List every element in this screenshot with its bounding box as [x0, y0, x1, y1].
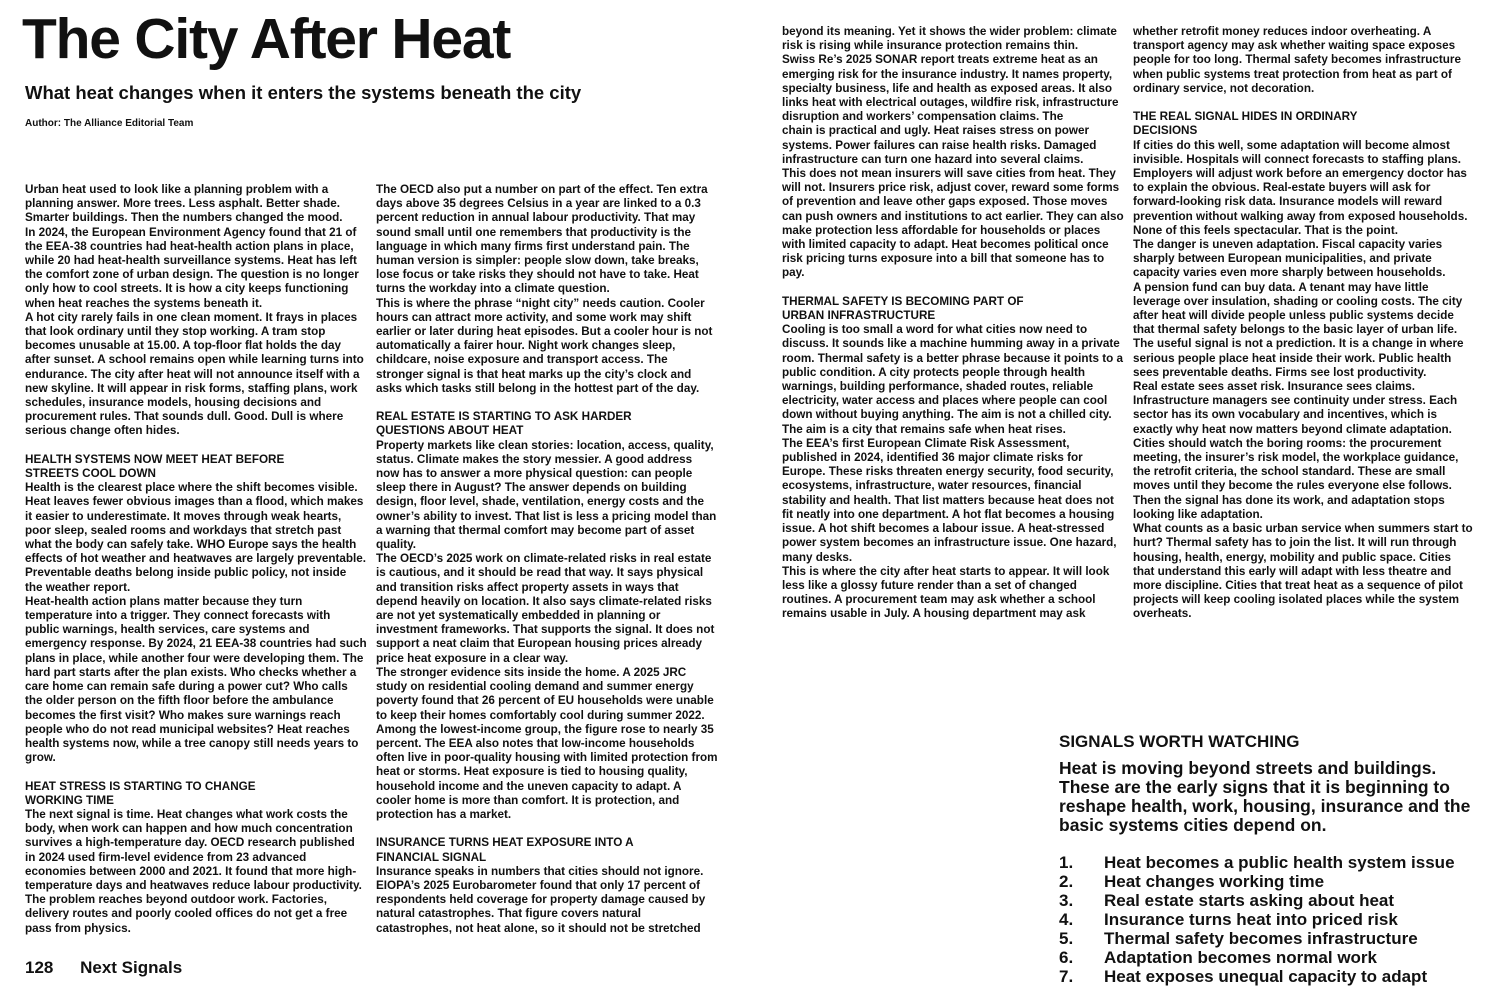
paragraph: Urban heat used to look like a planning problem with a planning answer. More trees. Less asphalt. Better shade. Smarter buildings. Then the numbers changed the mood.	[25, 183, 343, 225]
paragraph: Swiss Re’s 2025 SONAR report treats extreme heat as an emerging risk for the insurance industry. It names property, specialty business, life and health as exposed areas. It also links heat with electrical outages, wildfire risk, infrastructure disruption and workers’ compensation claims. The	[782, 53, 1119, 124]
paragraph: If cities do this well, some adaptation will become almost invisible. Hospitals will connect forecasts to staffing plans. Employers will adjust work before an emergency doctor has to explain the obvious. Real-estate buyers will ask for forward-looking risk data. Insurance models will reward prevention without walking away from exposed households. None of this feels spectacular. That is the point.	[1133, 138, 1468, 237]
section-heading: INSURANCE TURNS HEAT EXPOSURE INTO A FINANCIAL SIGNAL	[376, 836, 634, 864]
paragraph: What counts as a basic urban service when summers start to hurt? Thermal safety has to join the list. It will run through housing, health, energy, mobility and public space. Cities that understand this early will adapt with less theatre and more discipline. Cities that treat heat as a sequence of pilot projects will keep cooling isolated places while the system overheats.	[1133, 522, 1473, 621]
section-heading: THE REAL SIGNAL HIDES IN ORDINARY DECISIONS	[1133, 110, 1358, 138]
author-line: Author: The Alliance Editorial Team	[25, 118, 194, 129]
signal-text: Thermal safety becomes infrastructure	[1104, 929, 1418, 948]
text-column-2	[376, 183, 718, 936]
paragraph: The EEA’s first European Climate Risk Assessment, published in 2024, identified 36 major climate risks for Europe. These risks threaten energy security, food security, ecosystems, infrastructure, water resources, financial stability and health. That list matters because heat does not fit neatly into one department. A hot flat becomes a housing issue. A hot shift becomes a labour issue. A heat-stressed power system becomes an infrastructure issue. One hazard, many desks.	[782, 436, 1117, 564]
signals-intro: Heat is moving beyond streets and buildings. These are the early signs that it is beginning to reshape health, work, housing, insurance and the basic systems cities depend on.	[1059, 758, 1471, 835]
section-name: Next Signals	[80, 958, 183, 977]
signal-item	[1059, 872, 1489, 891]
signal-number: 7.	[1059, 967, 1074, 986]
article-subtitle: What heat changes when it enters the systems beneath the city	[25, 82, 582, 103]
signal-item	[1059, 910, 1489, 929]
signal-number: 1.	[1059, 853, 1074, 872]
signal-item	[1059, 929, 1489, 948]
signal-text: Heat changes working time	[1104, 872, 1325, 891]
paragraph: In 2024, the European Environment Agency found that 21 of the EEA-38 countries had heat-health action plans in place, while 20 had heat-health surveillance systems. Heat has left the comfort zone of urban design. The question is no longer only how to cool streets. It is how a city keeps functioning when heat reaches the systems beneath it.	[25, 225, 359, 310]
section-heading: REAL ESTATE IS STARTING TO ASK HARDER QUESTIONS ABOUT HEAT	[376, 410, 632, 438]
paragraph: Cooling is too small a word for what cities now need to discuss. It sounds like a machine humming away in a private room. Thermal safety is a better phrase because it points to a public condition. A city protects people through health warnings, building performance, shaded routes, reliable electricity, water access and places where people can cool down without buying anything. The aim is not a chilled city. The aim is a city that remains safe when heat rises.	[782, 323, 1123, 436]
paragraph: A hot city rarely fails in one clean moment. It frays in places that look ordinary until they stop working. A tram stop becomes unusable at 15.00. A top-floor flat holds the day after sunset. A school remains open while learning turns into endurance. The city after heat will not announce itself with a new skyline. It will appear in risk forms, staffing plans, work schedules, insurance models, housing decisions and procurement rules. That sounds dull. Good. Dull is where serious change often hides.	[25, 310, 364, 438]
paragraph: A pension fund can buy data. A tenant may have little leverage over insulation, shading or cooling costs. The city after heat will divide people unless public systems decide that thermal safety belongs to the basic layer of urban life.	[1133, 280, 1463, 337]
paragraph: This does not mean insurers will save cities from heat. They will not. Insurers price risk, adjust cover, reward some forms of prevention and leave other gaps exposed. Those moves can push owners and institutions to act earlier. They can also make protection less affordable for households or places with limited capacity to adapt. Heat becomes political once risk pricing turns exposure into a bill that someone has to pay.	[782, 167, 1124, 280]
paragraph: Cities should watch the boring rooms: the procurement meeting, the insurer’s risk model, the workplace guidance, the retrofit criteria, the school standard. These are small moves until they become the rules everyone else follows. Then the signal has done its work, and adaptation stops looking like adaptation.	[1133, 436, 1459, 521]
signals-box	[1059, 732, 1489, 986]
text-column-3	[782, 25, 1124, 622]
signal-item	[1059, 948, 1489, 967]
paragraph: The stronger evidence sits inside the home. A 2025 JRC study on residential cooling demand and summer energy poverty found that 26 percent of EU households were unable to keep their homes comfortably cool during summer 2022. Among the lowest-income group, the figure rose to nearly 35 percent. The EEA also notes that low-income households often live in poor-quality housing with limited protection from heat or storms. Heat exposure is tied to housing quality, household income and the uneven capacity to adapt. A cooler home is more than comfort. It is protection, and protection has a market.	[376, 665, 718, 821]
paragraph: Heat-health action plans matter because they turn temperature into a trigger. They connect forecasts with public warnings, health services, care systems and emergency response. By 2024, 21 EEA-38 countries had such plans in place, while another four were developing them. The hard part starts after the plan exists. Who checks whether a care home can remain safe during a power cut? Who calls the older person on the fifth floor before the ambulance becomes the first visit? Who makes sure warnings reach people who do not read municipal websites? Heat reaches health systems now, while a tree canopy still needs years to grow.	[25, 594, 367, 765]
paragraph: This is where the phrase “night city” needs caution. Cooler hours can attract more activity, and some work may shift earlier or later during heat episodes. But a cooler hour is not automatically a fairer hour. Night work changes sleep, childcare, noise exposure and transport access. The stronger signal is that heat marks up the city’s clock and asks which tasks still belong in the hottest part of the day.	[376, 296, 713, 395]
signal-item	[1059, 853, 1489, 872]
paragraph: The OECD’s 2025 work on climate-related risks in real estate is cautious, and it should be read that way. It says physical and transition risks affect property assets in ways that depend heavily on location. It also says climate-related risks are not yet systematically embedded in planning or investment frameworks. That supports the signal. It does not support a neat claim that European housing prices already price heat exposure in a clear way.	[376, 552, 715, 665]
section-heading: THERMAL SAFETY IS BECOMING PART OF URBAN INFRASTRUCTURE	[782, 294, 1024, 323]
signals-heading: SIGNALS WORTH WATCHING	[1059, 732, 1300, 751]
signal-number: 4.	[1059, 910, 1074, 929]
signal-number: 6.	[1059, 948, 1074, 967]
signal-item	[1059, 891, 1489, 910]
signals-list	[1059, 853, 1489, 986]
paragraph: Property markets like clean stories: location, access, quality, status. Climate makes the story messier. A good address now has to answer a more physical question: can people sleep there in August? The answer depends on building design, floor level, shade, ventilation, energy costs and the owner’s ability to invest. That list is less a pricing model than a warning that thermal comfort may become part of asset quality.	[376, 438, 717, 552]
signal-number: 5.	[1059, 929, 1074, 948]
signal-number: 2.	[1059, 872, 1074, 891]
page-footer	[25, 958, 182, 978]
signal-text: Heat becomes a public health system issue	[1104, 853, 1455, 872]
signal-text: Heat exposes unequal capacity to adapt	[1104, 967, 1428, 986]
paragraph: The OECD also put a number on part of the effect. Ten extra days above 35 degrees Celsius in a year are linked to a 0.3 percent reduction in annual labour productivity. That may sound small until one remembers that productivity is the language in which many firms first understand pain. The human version is simpler: people slow down, take breaks, lose focus or take risks they should not have to take. Heat turns the workday into a climate question.	[376, 183, 708, 296]
paragraph: beyond its meaning. Yet it shows the wider problem: climate risk is rising while insurance protection remains thin.	[782, 25, 1117, 53]
paragraph: The danger is uneven adaptation. Fiscal capacity varies sharply between European municipalities, and private capacity varies even more sharply between households.	[1133, 238, 1446, 280]
signal-number: 3.	[1059, 891, 1074, 910]
paragraph: The next signal is time. Heat changes what work costs the body, when work can happen and how much concentration survives a high-temperature day. OECD research published in 2024 used firm-level evidence from 23 advanced economies between 2000 and 2021. It found that more high-temperature days and heatwaves reduce labour productivity. The problem reaches beyond outdoor work. Factories, delivery routes and poorly cooled offices do not get a free pass from physics.	[25, 807, 362, 935]
article-title: The City After Heat	[22, 7, 511, 71]
text-column-1	[25, 183, 367, 936]
section-heading: HEALTH SYSTEMS NOW MEET HEAT BEFORE STREETS COOL DOWN	[25, 452, 285, 481]
signal-item	[1059, 967, 1489, 986]
signal-text: Insurance turns heat into priced risk	[1104, 910, 1398, 929]
paragraph: This is where the city after heat starts to appear. It will look less like a glossy future render than a set of changed routines. A procurement team may ask whether a school remains usable in July. A housing department may ask	[782, 564, 1110, 621]
text-column-4	[1133, 25, 1475, 622]
paragraph: The useful signal is not a prediction. It is a change in where serious people place heat inside their work. Public health sees preventable deaths. Firms see lost productivity.	[1133, 337, 1464, 379]
page-number: 128	[25, 958, 54, 977]
paragraph: Real estate sees asset risk. Insurance sees claims. Infrastructure managers see continuity under stress. Each sector has its own vocabulary and incentives, which is exactly why heat now matters beyond climate adaptation.	[1133, 380, 1458, 436]
paragraph: whether retrofit money reduces indoor overheating. A transport agency may ask whether waiting space exposes people for too long. Thermal safety becomes infrastructure when public systems treat protection from heat as part of ordinary service, not decoration.	[1133, 25, 1461, 95]
paragraph: chain is practical and ugly. Heat raises stress on power systems. Power failures can raise health risks. Damaged infrastructure can turn one hazard into several claims.	[782, 124, 1097, 166]
signal-text: Real estate starts asking about heat	[1104, 891, 1395, 910]
signal-text: Adaptation becomes normal work	[1104, 948, 1377, 967]
paragraph: Insurance speaks in numbers that cities should not ignore. EIOPA’s 2025 Eurobarometer found that only 17 percent of respondents held coverage for property damage caused by natural catastrophes. That figure covers natural catastrophes, not heat alone, so it should not be stretched	[376, 864, 706, 935]
paragraph: Health is the clearest place where the shift becomes visible. Heat leaves fewer obvious images than a flood, which makes it easier to underestimate. It moves through weak hearts, poor sleep, sealed rooms and workdays that stretch past what the body can safely take. WHO Europe says the health effects of hot weather and heatwaves are largely preventable. Preventable deaths belong inside public policy, not inside the weather report.	[25, 481, 367, 594]
section-heading: HEAT STRESS IS STARTING TO CHANGE WORKING TIME	[25, 779, 256, 807]
